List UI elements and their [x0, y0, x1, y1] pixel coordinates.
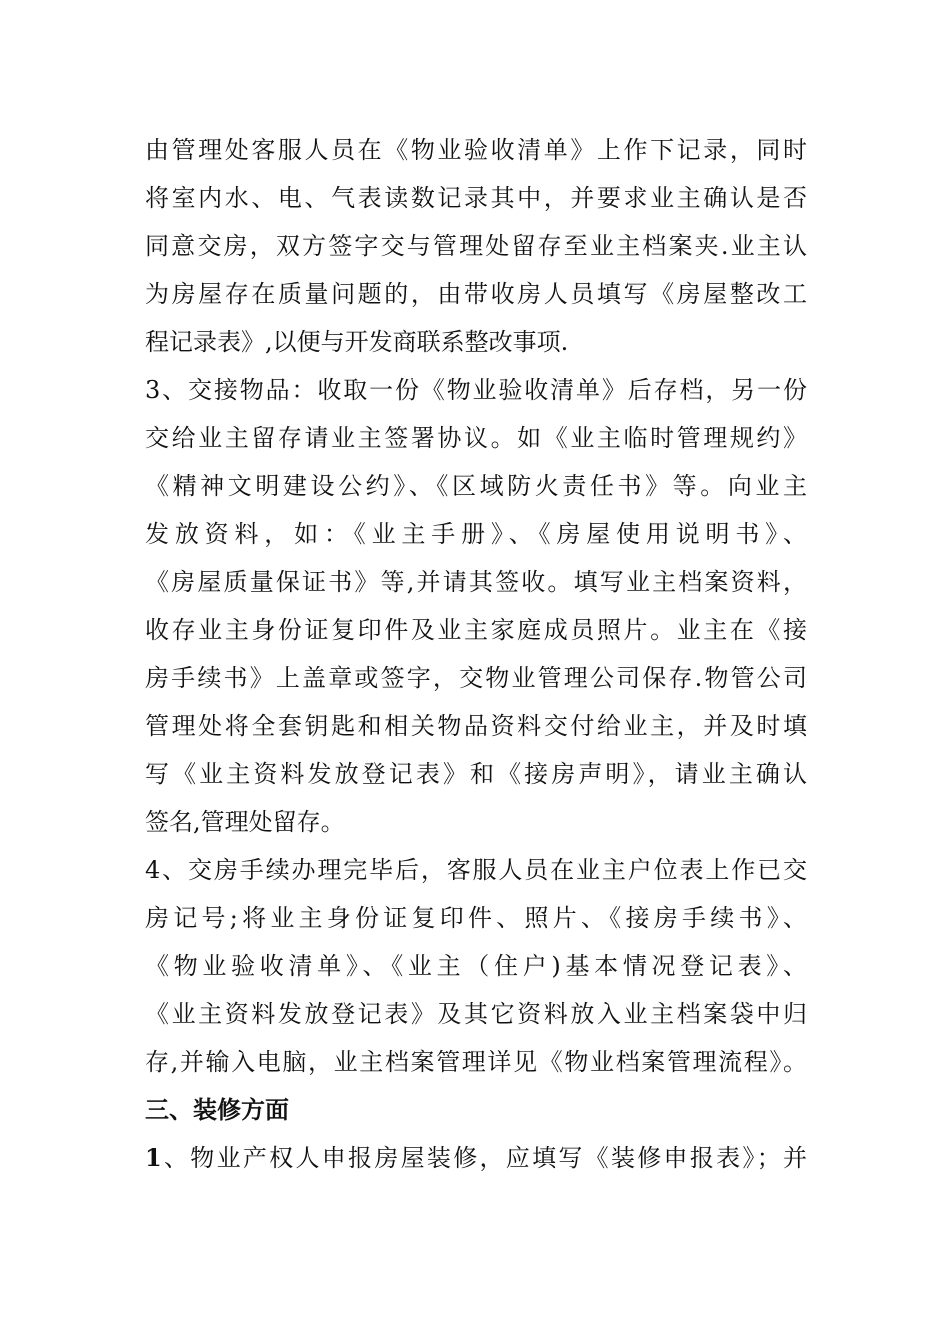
text-line: 由管理处客服人员在《物业验收清单》上作下记录，同时 — [145, 136, 807, 164]
text-line: 3、交接物品：收取一份《物业验收清单》后存档，另一份 — [145, 376, 807, 404]
paragraph-handover-complete — [145, 846, 807, 1086]
text-fragment: 、物业产权人申报房屋装修，应填写《装修申报表》；并 — [161, 1144, 807, 1172]
section-heading: 三、装修方面 — [145, 1095, 289, 1124]
text-line: 同意交房，双方签字交与管理处留存至业主档案夹.业主认 — [145, 232, 807, 260]
text-line: 《房屋质量保证书》等,并请其签收。填写业主档案资料， — [145, 568, 807, 596]
text-line: 交给业主留存请业主签署协议。如《业主临时管理规约》 — [145, 424, 807, 452]
text-line: 为房屋存在质量问题的，由带收房人员填写《房屋整改工 — [145, 280, 807, 308]
text-line: 发放资料，如：《业主手册》、《房屋使用说明书》、 — [145, 520, 807, 548]
paragraph-handover-items — [145, 366, 807, 846]
list-number: 1 — [145, 1143, 162, 1172]
text-line: 管理处将全套钥匙和相关物品资料交付给业主，并及时填 — [145, 712, 807, 740]
text-line: 房记号;将业主身份证复印件、照片、《接房手续书》、 — [145, 904, 807, 932]
text-line: 将室内水、电、气表读数记录其中，并要求业主确认是否 — [145, 184, 807, 212]
document-body — [145, 126, 807, 1182]
text-line: 《业主资料发放登记表》及其它资料放入业主档案袋中归 — [145, 1000, 807, 1028]
text-line: 收存业主身份证复印件及业主家庭成员照片。业主在《接 — [145, 616, 807, 644]
text-line: 存,并输入电脑，业主档案管理详见《物业档案管理流程》。 — [145, 1048, 807, 1076]
text-line: 写《业主资料发放登记表》和《接房声明》，请业主确认 — [145, 760, 807, 788]
text-line: 程记录表》,以便与开发商联系整改事项. — [145, 328, 569, 356]
text-line: 《精神文明建设公约》、《区域防火责任书》等。向业主 — [145, 472, 807, 500]
text-line: 签名,管理处留存。 — [145, 808, 345, 836]
paragraph-acceptance-record — [145, 126, 807, 366]
text-line: 4、交房手续办理完毕后，客服人员在业主户位表上作已交 — [145, 856, 807, 884]
paragraph-renovation-application — [145, 1134, 807, 1182]
text-line: 《物业验收清单》、《业主（住户)基本情况登记表》、 — [145, 952, 807, 980]
text-line: 房手续书》上盖章或签字，交物业管理公司保存.物管公司 — [145, 664, 807, 692]
